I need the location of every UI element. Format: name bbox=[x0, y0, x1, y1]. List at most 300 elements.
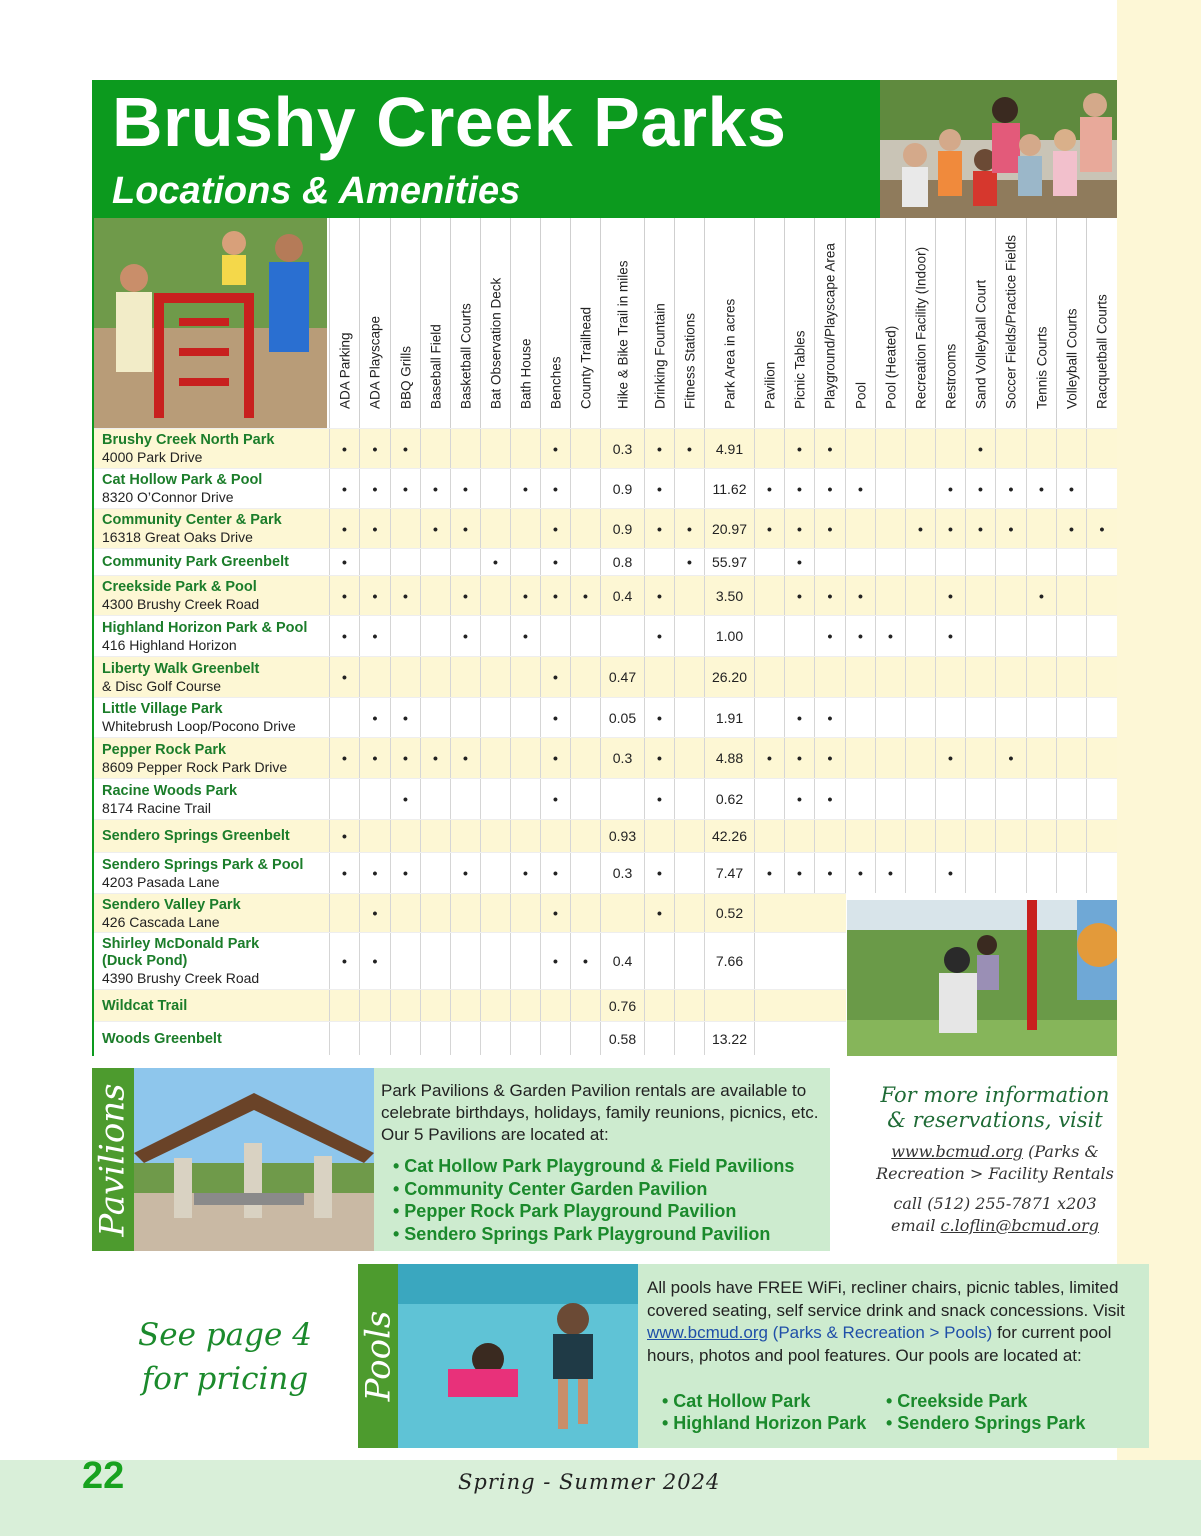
table-cell bbox=[935, 820, 965, 852]
table-cell: • bbox=[784, 698, 814, 737]
table-cell bbox=[935, 779, 965, 819]
table-cell: • bbox=[935, 853, 965, 893]
table-cell bbox=[450, 894, 480, 932]
table-cell bbox=[644, 1022, 674, 1055]
table-cell bbox=[674, 738, 704, 778]
table-cell bbox=[1086, 820, 1117, 852]
table-cell bbox=[420, 429, 450, 468]
park-name: Sendero Valley Park 426 Cascada Lane bbox=[102, 897, 241, 930]
table-cell bbox=[359, 779, 390, 819]
pools-description: All pools have FREE WiFi, recliner chairs, picnic tables, limited covered seating, self service drink and snack concessions. Visit www.bcmud.org (Parks & Recreation > Pools) for current pool hours, photos and pool features. Our pools are located at: bbox=[647, 1278, 1125, 1365]
table-cell bbox=[905, 657, 935, 697]
table-cell: • bbox=[965, 509, 995, 548]
table-cell bbox=[905, 698, 935, 737]
table-cell: • bbox=[754, 853, 784, 893]
table-cell bbox=[1056, 820, 1086, 852]
table-cell: 0.3 bbox=[600, 738, 644, 778]
table-cell: • bbox=[540, 698, 570, 737]
table-cell bbox=[480, 990, 510, 1021]
table-cell bbox=[329, 698, 359, 737]
table-cell bbox=[420, 1022, 450, 1055]
table-cell bbox=[450, 990, 480, 1021]
table-cell: • bbox=[1056, 509, 1086, 548]
column-header: Hike & Bike Trail in miles bbox=[600, 218, 644, 428]
table-cell: • bbox=[935, 738, 965, 778]
table-cell: • bbox=[965, 429, 995, 468]
table-cell bbox=[359, 549, 390, 575]
table-cell bbox=[995, 779, 1026, 819]
table-cell: • bbox=[510, 853, 540, 893]
table-cell bbox=[965, 738, 995, 778]
table-cell bbox=[480, 469, 510, 508]
table-cell: • bbox=[875, 616, 905, 656]
table-cell bbox=[674, 990, 704, 1021]
column-header: Restrooms bbox=[935, 218, 965, 428]
table-cell bbox=[875, 549, 905, 575]
table-cell bbox=[754, 820, 784, 852]
column-header: Playground/Playscape Area bbox=[814, 218, 845, 428]
table-cell bbox=[510, 779, 540, 819]
table-cell: • bbox=[814, 469, 845, 508]
table-cell bbox=[450, 1022, 480, 1055]
table-cell: • bbox=[644, 616, 674, 656]
table-cell bbox=[1026, 429, 1056, 468]
table-cell: • bbox=[644, 429, 674, 468]
table-cell: 26.20 bbox=[704, 657, 754, 697]
info-heading-2: & reservations, visit bbox=[887, 1108, 1103, 1132]
table-cell: • bbox=[754, 509, 784, 548]
table-cell bbox=[995, 657, 1026, 697]
park-name: Cat Hollow Park & Pool 8320 O’Connor Drive bbox=[102, 472, 263, 505]
table-cell bbox=[644, 657, 674, 697]
table-cell bbox=[359, 657, 390, 697]
table-cell bbox=[965, 616, 995, 656]
table-cell: • bbox=[329, 657, 359, 697]
table-cell: • bbox=[995, 738, 1026, 778]
park-name: Pepper Rock Park 8609 Pepper Rock Park Drive bbox=[102, 742, 288, 775]
table-cell bbox=[875, 429, 905, 468]
table-cell bbox=[875, 779, 905, 819]
table-cell bbox=[1056, 616, 1086, 656]
table-cell bbox=[359, 1022, 390, 1055]
table-cell bbox=[570, 820, 600, 852]
table-cell: • bbox=[814, 779, 845, 819]
page-title: Brushy Creek Parks bbox=[112, 83, 787, 161]
table-cell: • bbox=[814, 429, 845, 468]
table-cell bbox=[644, 990, 674, 1021]
table-cell bbox=[814, 820, 845, 852]
column-header: Baseball Field bbox=[420, 218, 450, 428]
table-cell bbox=[965, 779, 995, 819]
table-cell bbox=[420, 576, 450, 615]
table-cell bbox=[875, 509, 905, 548]
table-cell bbox=[995, 576, 1026, 615]
table-cell bbox=[1086, 616, 1117, 656]
table-cell bbox=[510, 549, 540, 575]
table-cell bbox=[1056, 429, 1086, 468]
table-cell bbox=[1086, 429, 1117, 468]
table-row bbox=[94, 852, 1117, 893]
table-cell: • bbox=[845, 469, 875, 508]
pools-website-link[interactable]: www.bcmud.org bbox=[647, 1323, 768, 1342]
table-cell: • bbox=[510, 576, 540, 615]
table-row bbox=[94, 468, 1117, 508]
table-cell: • bbox=[359, 894, 390, 932]
table-cell: • bbox=[784, 853, 814, 893]
table-cell: • bbox=[845, 616, 875, 656]
table-cell bbox=[450, 933, 480, 989]
table-cell bbox=[845, 820, 875, 852]
park-address: 4203 Pasada Lane bbox=[102, 874, 220, 890]
column-header: Benches bbox=[540, 218, 570, 428]
table-cell bbox=[570, 469, 600, 508]
page-number: 22 bbox=[82, 1455, 125, 1497]
table-cell bbox=[1086, 549, 1117, 575]
park-address: 4000 Park Drive bbox=[102, 449, 203, 465]
table-cell bbox=[570, 1022, 600, 1055]
table-cell bbox=[510, 933, 540, 989]
table-cell bbox=[845, 509, 875, 548]
table-cell bbox=[784, 820, 814, 852]
table-cell: • bbox=[570, 933, 600, 989]
column-header: Fitness Stations bbox=[674, 218, 704, 428]
table-cell bbox=[935, 429, 965, 468]
table-cell bbox=[875, 698, 905, 737]
table-cell bbox=[905, 429, 935, 468]
website-link[interactable]: www.bcmud.org bbox=[891, 1142, 1023, 1161]
table-cell bbox=[570, 990, 600, 1021]
table-cell: • bbox=[935, 509, 965, 548]
table-cell bbox=[905, 738, 935, 778]
park-address: 8609 Pepper Rock Park Drive bbox=[102, 759, 288, 775]
table-cell bbox=[754, 576, 784, 615]
park-address: Whitebrush Loop/Pocono Drive bbox=[102, 718, 296, 734]
table-cell: • bbox=[995, 469, 1026, 508]
pavilion-photo bbox=[134, 1068, 374, 1251]
table-cell: • bbox=[1026, 469, 1056, 508]
table-cell bbox=[480, 616, 510, 656]
park-address: 8320 O’Connor Drive bbox=[102, 489, 234, 505]
table-cell: • bbox=[540, 657, 570, 697]
table-cell bbox=[510, 657, 540, 697]
park-name: Wildcat Trail bbox=[102, 998, 188, 1014]
table-cell: 0.9 bbox=[600, 509, 644, 548]
table-cell: • bbox=[540, 853, 570, 893]
table-cell bbox=[875, 738, 905, 778]
table-cell: • bbox=[450, 853, 480, 893]
table-cell bbox=[570, 698, 600, 737]
table-cell: • bbox=[935, 576, 965, 615]
table-cell: • bbox=[814, 576, 845, 615]
table-cell bbox=[784, 616, 814, 656]
table-cell bbox=[995, 853, 1026, 893]
park-name: Community Center & Park 16318 Great Oaks Drive bbox=[102, 512, 282, 545]
table-row bbox=[94, 697, 1117, 737]
table-cell: 55.97 bbox=[704, 549, 754, 575]
table-cell: • bbox=[540, 894, 570, 932]
table-cell bbox=[965, 576, 995, 615]
table-cell bbox=[965, 698, 995, 737]
table-cell bbox=[935, 657, 965, 697]
table-cell: • bbox=[510, 616, 540, 656]
table-cell bbox=[480, 853, 510, 893]
table-cell: 3.50 bbox=[704, 576, 754, 615]
table-cell bbox=[329, 779, 359, 819]
table-cell bbox=[510, 509, 540, 548]
issue-label: Spring - Summer 2024 bbox=[458, 1470, 721, 1494]
table-cell: 0.4 bbox=[600, 933, 644, 989]
table-cell: 42.26 bbox=[704, 820, 754, 852]
table-cell bbox=[570, 549, 600, 575]
table-row bbox=[94, 778, 1117, 819]
table-cell bbox=[420, 990, 450, 1021]
table-cell: 4.91 bbox=[704, 429, 754, 468]
table-cell: • bbox=[359, 616, 390, 656]
table-cell bbox=[905, 469, 935, 508]
table-cell: • bbox=[390, 429, 420, 468]
table-cell: 1.91 bbox=[704, 698, 754, 737]
table-cell: 0.93 bbox=[600, 820, 644, 852]
pavilions-tab: Pavilions bbox=[92, 1068, 134, 1251]
table-cell: • bbox=[359, 509, 390, 548]
table-row bbox=[94, 989, 846, 1021]
table-cell bbox=[390, 894, 420, 932]
table-cell bbox=[390, 549, 420, 575]
table-cell: • bbox=[644, 738, 674, 778]
park-name: Creekside Park & Pool 4300 Brushy Creek Road bbox=[102, 579, 260, 612]
table-cell bbox=[480, 698, 510, 737]
table-cell bbox=[480, 657, 510, 697]
table-cell: 7.66 bbox=[704, 933, 754, 989]
park-address: 4300 Brushy Creek Road bbox=[102, 596, 260, 612]
table-cell bbox=[754, 616, 784, 656]
table-cell: • bbox=[359, 429, 390, 468]
table-cell bbox=[814, 657, 845, 697]
column-header: Tennis Courts bbox=[1026, 218, 1056, 428]
table-cell bbox=[674, 698, 704, 737]
table-cell bbox=[674, 616, 704, 656]
table-cell bbox=[1086, 738, 1117, 778]
table-cell bbox=[510, 738, 540, 778]
table-row bbox=[94, 1021, 846, 1055]
table-cell bbox=[420, 616, 450, 656]
column-header: Sand Volleyball Court bbox=[965, 218, 995, 428]
table-cell bbox=[674, 853, 704, 893]
table-cell bbox=[754, 429, 784, 468]
table-cell bbox=[754, 698, 784, 737]
table-cell: • bbox=[329, 429, 359, 468]
page-subtitle: Locations & Amenities bbox=[112, 170, 521, 212]
info-block: For more information & reservations, visit www.bcmud.org (Parks & Recreation > Facility Rentals call (512) 255-7871 x203 email c.loflin@bcmud.org bbox=[870, 1083, 1120, 1237]
table-cell bbox=[510, 429, 540, 468]
column-header: BBQ Grills bbox=[390, 218, 420, 428]
table-cell bbox=[845, 698, 875, 737]
table-cell bbox=[644, 933, 674, 989]
pricing-note: See page 4 for pricing bbox=[138, 1317, 312, 1397]
column-header: Racquetball Courts bbox=[1086, 218, 1117, 428]
table-cell bbox=[359, 820, 390, 852]
table-cell bbox=[450, 429, 480, 468]
table-cell bbox=[754, 933, 784, 989]
table-cell: • bbox=[935, 469, 965, 508]
table-row bbox=[94, 893, 846, 932]
table-cell bbox=[480, 429, 510, 468]
table-cell: • bbox=[754, 469, 784, 508]
table-cell bbox=[995, 549, 1026, 575]
table-cell bbox=[754, 990, 784, 1021]
table-cell bbox=[329, 894, 359, 932]
table-cell bbox=[600, 616, 644, 656]
table-cell: • bbox=[995, 509, 1026, 548]
table-cell bbox=[1086, 469, 1117, 508]
table-cell bbox=[1056, 576, 1086, 615]
table-cell bbox=[1056, 853, 1086, 893]
park-address: 416 Highland Horizon bbox=[102, 637, 237, 653]
table-cell bbox=[1086, 853, 1117, 893]
table-cell bbox=[644, 820, 674, 852]
table-cell bbox=[1026, 820, 1056, 852]
table-cell bbox=[674, 657, 704, 697]
table-cell: 0.58 bbox=[600, 1022, 644, 1055]
table-cell bbox=[1026, 779, 1056, 819]
table-cell bbox=[510, 820, 540, 852]
table-cell bbox=[905, 853, 935, 893]
table-cell bbox=[754, 657, 784, 697]
park-name: Highland Horizon Park & Pool 416 Highland Horizon bbox=[102, 620, 308, 653]
table-cell: • bbox=[540, 576, 570, 615]
table-cell bbox=[935, 698, 965, 737]
list-item: • Community Center Garden Pavilion bbox=[393, 1178, 708, 1199]
table-cell bbox=[965, 549, 995, 575]
table-cell bbox=[674, 820, 704, 852]
table-cell: 0.8 bbox=[600, 549, 644, 575]
table-cell: • bbox=[784, 779, 814, 819]
column-header: Pool (Heated) bbox=[875, 218, 905, 428]
email-link[interactable]: c.loflin@bcmud.org bbox=[940, 1216, 1099, 1235]
table-cell bbox=[845, 657, 875, 697]
table-cell bbox=[570, 657, 600, 697]
table-cell bbox=[995, 616, 1026, 656]
table-cell: 11.62 bbox=[704, 469, 754, 508]
table-cell bbox=[935, 549, 965, 575]
table-cell: • bbox=[329, 853, 359, 893]
table-cell bbox=[995, 429, 1026, 468]
table-cell: • bbox=[390, 779, 420, 819]
park-address: 16318 Great Oaks Drive bbox=[102, 529, 253, 545]
table-cell: • bbox=[359, 576, 390, 615]
column-header: County Trailhead bbox=[570, 218, 600, 428]
table-cell bbox=[600, 779, 644, 819]
phone-number: call (512) 255-7871 x203 bbox=[893, 1194, 1097, 1213]
table-cell bbox=[905, 820, 935, 852]
table-cell bbox=[390, 820, 420, 852]
table-cell bbox=[1026, 616, 1056, 656]
column-header: Bath House bbox=[510, 218, 540, 428]
table-cell bbox=[674, 1022, 704, 1055]
table-row bbox=[94, 575, 1117, 615]
table-cell bbox=[420, 549, 450, 575]
table-cell bbox=[674, 469, 704, 508]
column-header: Recreation Facility (Indoor) bbox=[905, 218, 935, 428]
table-cell: • bbox=[784, 549, 814, 575]
table-cell: 1.00 bbox=[704, 616, 754, 656]
table-cell: • bbox=[510, 469, 540, 508]
park-name: Woods Greenbelt bbox=[102, 1031, 222, 1047]
table-cell: 7.47 bbox=[704, 853, 754, 893]
title-banner bbox=[92, 80, 880, 218]
column-header: Soccer Fields/Practice Fields bbox=[995, 218, 1026, 428]
table-cell: • bbox=[450, 509, 480, 548]
table-cell bbox=[570, 894, 600, 932]
table-cell bbox=[704, 990, 754, 1021]
table-cell: • bbox=[814, 509, 845, 548]
table-cell: • bbox=[905, 509, 935, 548]
table-cell: • bbox=[329, 738, 359, 778]
table-cell bbox=[329, 1022, 359, 1055]
table-cell: • bbox=[450, 616, 480, 656]
table-cell bbox=[540, 990, 570, 1021]
table-cell: 4.88 bbox=[704, 738, 754, 778]
list-item: • Pepper Rock Park Playground Pavilion bbox=[393, 1201, 737, 1221]
table-cell: 0.05 bbox=[600, 698, 644, 737]
table-cell bbox=[390, 1022, 420, 1055]
playground-photo bbox=[847, 900, 1117, 1056]
table-cell bbox=[845, 779, 875, 819]
table-cell: • bbox=[1056, 469, 1086, 508]
column-header: Bat Observation Deck bbox=[480, 218, 510, 428]
table-cell bbox=[390, 933, 420, 989]
column-header: Volleyball Courts bbox=[1056, 218, 1086, 428]
table-cell: • bbox=[845, 576, 875, 615]
table-cell bbox=[1086, 698, 1117, 737]
table-cell bbox=[754, 549, 784, 575]
park-name: Racine Woods Park 8174 Racine Trail bbox=[102, 783, 238, 816]
table-cell bbox=[1086, 779, 1117, 819]
table-cell: • bbox=[814, 738, 845, 778]
table-cell bbox=[480, 820, 510, 852]
table-cell: 0.3 bbox=[600, 853, 644, 893]
table-cell bbox=[674, 576, 704, 615]
park-address: 426 Cascada Lane bbox=[102, 914, 220, 930]
list-item: • Sendero Springs Park bbox=[886, 1413, 1086, 1433]
table-cell bbox=[540, 616, 570, 656]
table-cell: • bbox=[784, 576, 814, 615]
table-cell bbox=[674, 779, 704, 819]
table-cell bbox=[570, 616, 600, 656]
table-cell bbox=[1026, 698, 1056, 737]
table-cell: 0.9 bbox=[600, 469, 644, 508]
column-header: ADA Parking bbox=[329, 218, 359, 428]
table-cell: • bbox=[644, 894, 674, 932]
park-name: Liberty Walk Greenbelt & Disc Golf Course bbox=[102, 661, 260, 694]
table-cell bbox=[420, 779, 450, 819]
table-cell bbox=[1026, 657, 1056, 697]
table-cell bbox=[480, 1022, 510, 1055]
table-cell bbox=[905, 779, 935, 819]
table-cell: • bbox=[420, 509, 450, 548]
column-header: Drinking Fountain bbox=[644, 218, 674, 428]
table-cell bbox=[450, 549, 480, 575]
table-cell: 0.4 bbox=[600, 576, 644, 615]
table-cell bbox=[570, 779, 600, 819]
table-cell bbox=[420, 657, 450, 697]
table-cell: • bbox=[450, 738, 480, 778]
table-cell: • bbox=[540, 933, 570, 989]
table-cell: • bbox=[965, 469, 995, 508]
table-cell bbox=[1056, 738, 1086, 778]
table-cell bbox=[995, 820, 1026, 852]
table-cell: • bbox=[359, 933, 390, 989]
